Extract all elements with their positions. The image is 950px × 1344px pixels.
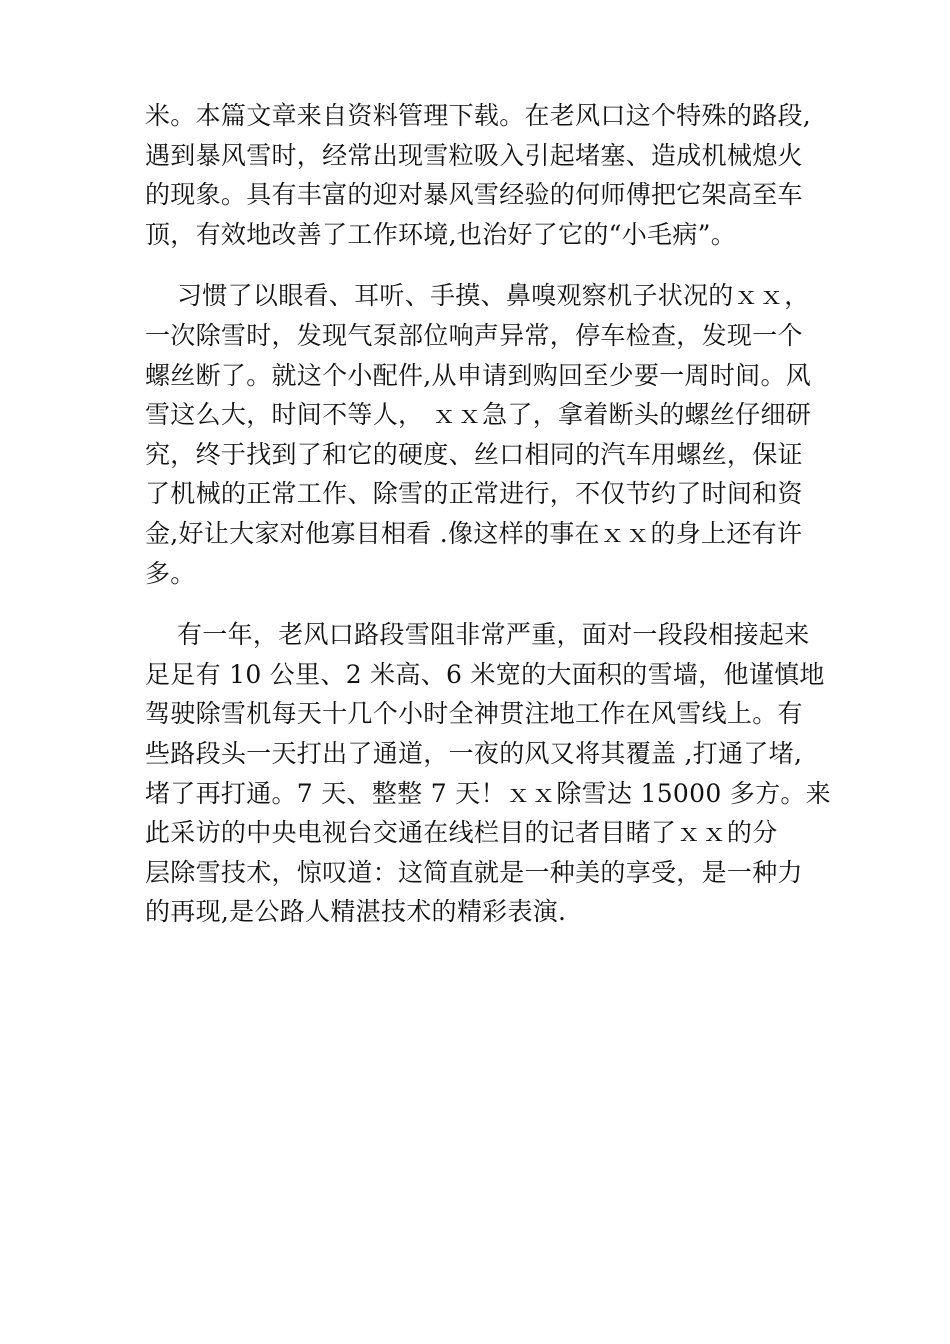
paragraph-line: 顶，有效地改善了工作环境,也治好了它的“小毛病”。 <box>145 219 737 249</box>
paragraph-line: 足足有 10 公里、2 米高、6 米宽的大面积的雪墙，他谨慎地 <box>145 659 825 689</box>
paragraph-line: 遇到暴风雪时，经常出现雪粒吸入引起堵塞、造成机械熄火 <box>145 140 803 170</box>
paragraph-line: 螺丝断了。就这个小配件,从申请到购回至少要一周时间。风 <box>145 360 812 390</box>
paragraph-1 <box>145 96 815 254</box>
paragraph-line: 多。 <box>145 558 196 588</box>
paragraph-line: 有一年，老风口路段雪阻非常严重，面对一段段相接起来 <box>177 620 810 650</box>
paragraph-line: 此采访的中央电视台交通在线栏目的记者目睹了ｘｘ的分 <box>145 818 778 848</box>
paragraph-2 <box>145 276 815 593</box>
paragraph-line: 的再现,是公路人精湛技术的精彩表演. <box>145 897 567 927</box>
paragraph-line: 驾驶除雪机每天十几个小时全神贯注地工作在风雪线上。有 <box>145 699 803 729</box>
paragraph-line: 堵了再打通。7 天、整整 7 天！ｘｘ除雪达 15000 多方。来 <box>145 778 831 808</box>
paragraph-line: 雪这么大，时间不等人， ｘｘ急了，拿着断头的螺丝仔细研 <box>145 400 812 430</box>
paragraph-line: 层除雪技术，惊叹道：这简直就是一种美的享受，是一种力 <box>145 857 803 887</box>
paragraph-line: 一次除雪时，发现气泵部位响声异常，停车检查，发现一个 <box>145 320 803 350</box>
paragraph-line: 习惯了以眼看、耳听、手摸、鼻嗅观察机子状况的ｘｘ， <box>177 281 810 311</box>
paragraph-line: 究，终于找到了和它的硬度、丝口相同的汽车用螺丝，保证 <box>145 439 803 469</box>
paragraph-line: 的现象。具有丰富的迎对暴风雪经验的何师傅把它架高至车 <box>145 180 803 210</box>
paragraph-line: 米。本篇文章来自资料管理下载。在老风口这个特殊的路段, <box>145 101 812 130</box>
paragraph-spacer <box>145 254 815 276</box>
paragraph-line: 了机械的正常工作、除雪的正常进行，不仅节约了时间和资 <box>145 479 803 509</box>
paragraph-3 <box>145 615 831 932</box>
paragraph-line: 些路段头一天打出了通道，一夜的风又将其覆盖 ,打通了堵, <box>145 738 803 768</box>
paragraph-spacer <box>145 593 815 615</box>
document-body <box>145 96 831 932</box>
paragraph-line: 金,好让大家对他寡目相看 .像这样的事在ｘｘ的身上还有许 <box>145 518 803 548</box>
